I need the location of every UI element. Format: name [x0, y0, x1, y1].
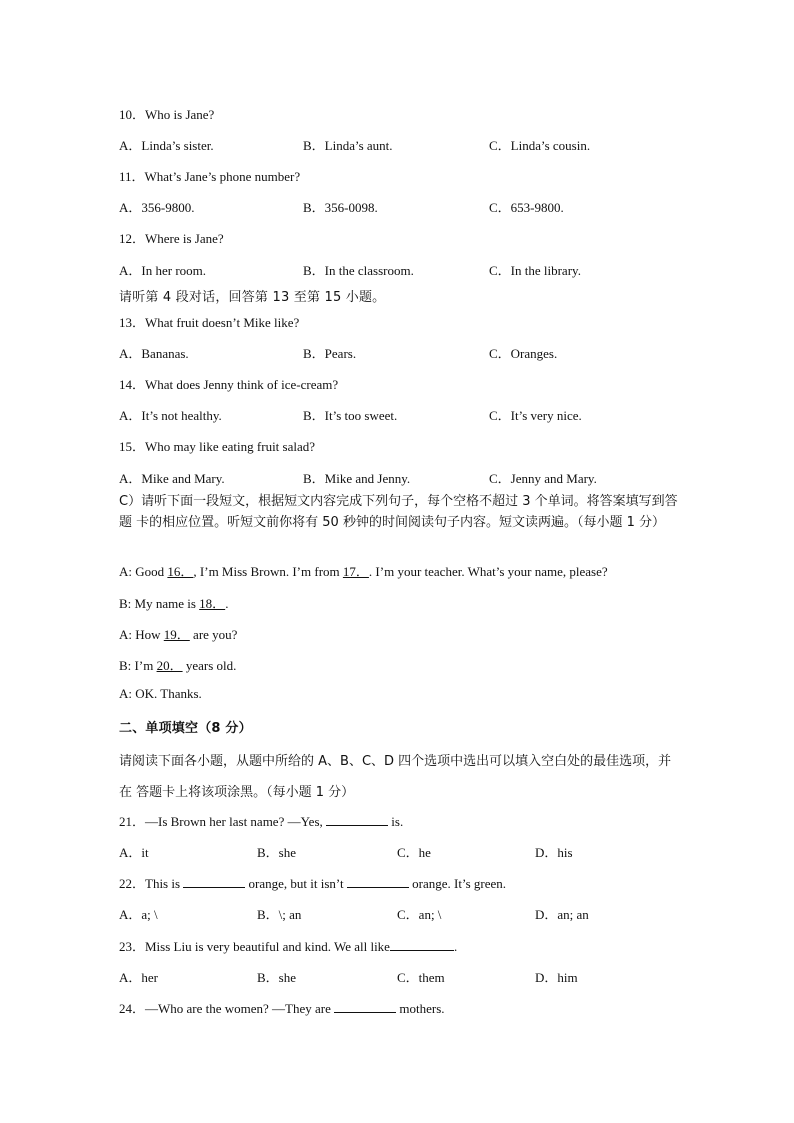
answer-blank[interactable]: [326, 813, 388, 826]
q23-option-a[interactable]: A．her: [119, 970, 158, 985]
blank-18[interactable]: 18．: [199, 596, 226, 611]
dialogue-line-5: A: OK. Thanks.: [119, 686, 202, 701]
question-14-stem: 14．What does Jenny think of ice-cream?: [119, 377, 339, 392]
dialogue-text: B: My name is: [119, 596, 200, 611]
q14-option-a[interactable]: A．It’s not healthy.: [119, 408, 222, 423]
q21-option-d[interactable]: D．his: [535, 845, 573, 860]
section-2-title: 二、单项填空（8 分）: [119, 721, 252, 736]
question-24-stem: [119, 998, 445, 1017]
q12-option-a[interactable]: A．In her room.: [119, 263, 207, 278]
stem-text: 22．This is: [119, 876, 184, 891]
blank-16[interactable]: 16．: [167, 564, 194, 579]
q22-option-d[interactable]: D．an; an: [535, 907, 589, 922]
stem-text: mothers.: [396, 1001, 445, 1016]
stem-text: orange. It’s green.: [408, 876, 506, 891]
q10-option-c[interactable]: C．Linda’s cousin.: [489, 138, 591, 153]
dialogue-text: are you?: [189, 627, 238, 642]
question-10-stem: 10．Who is Jane?: [119, 107, 215, 122]
question-23-stem: [119, 936, 457, 955]
q15-option-a[interactable]: A．Mike and Mary.: [119, 471, 225, 486]
blank-20[interactable]: 20．: [156, 658, 183, 673]
question-11-stem: 11．What’s Jane’s phone number?: [119, 169, 301, 184]
stem-text: 21．—Is Brown her last name? —Yes,: [119, 814, 327, 829]
answer-blank[interactable]: [183, 875, 245, 888]
dialogue-line-1: [119, 561, 608, 580]
q23-option-d[interactable]: D．him: [535, 970, 578, 985]
q11-option-a[interactable]: A．356-9800.: [119, 200, 195, 215]
blank-19[interactable]: 19．: [163, 627, 190, 642]
answer-blank[interactable]: [390, 938, 454, 951]
q22-option-a[interactable]: A．a; \: [119, 907, 158, 922]
q12-option-c[interactable]: C．In the library.: [489, 263, 581, 278]
q14-option-b[interactable]: B．It’s too sweet.: [303, 408, 398, 423]
dialogue-line-2: [119, 593, 228, 612]
q11-option-b[interactable]: B．356-0098.: [303, 200, 378, 215]
dialogue-text: B: I’m: [119, 658, 157, 673]
q23-option-c[interactable]: C．them: [397, 970, 445, 985]
q22-option-c[interactable]: C．an; \: [397, 907, 442, 922]
q12-option-b[interactable]: B．In the classroom.: [303, 263, 414, 278]
dialogue-text: . I’m your teacher. What’s your name, please?: [368, 564, 608, 579]
q13-option-a[interactable]: A．Bananas.: [119, 346, 189, 361]
dialogue-line-3: [119, 624, 237, 643]
q21-option-a[interactable]: A．it: [119, 845, 149, 860]
dialogue-text: years old.: [182, 658, 237, 673]
question-13-stem: 13．What fruit doesn’t Mike like?: [119, 315, 300, 330]
stem-text: is.: [388, 814, 404, 829]
stem-text: 24．—Who are the women? —They are: [119, 1001, 335, 1016]
q23-option-b[interactable]: B．she: [257, 970, 297, 985]
blank-17[interactable]: 17．: [342, 564, 369, 579]
section-4-instruction: 请听第 4 段对话，回答第 13 至第 15 小题。: [119, 290, 386, 305]
q10-option-b[interactable]: B．Linda’s aunt.: [303, 138, 393, 153]
q14-option-c[interactable]: C．It’s very nice.: [489, 408, 582, 423]
q15-option-b[interactable]: B．Mike and Jenny.: [303, 471, 411, 486]
answer-blank[interactable]: [334, 1000, 396, 1013]
dialogue-text: .: [225, 596, 229, 611]
q15-option-c[interactable]: C．Jenny and Mary.: [489, 471, 597, 486]
stem-text: .: [453, 939, 458, 954]
stem-text: 23．Miss Liu is very beautiful and kind. We all like: [119, 939, 390, 954]
section-2-instruction: 请阅读下面各小题，从题中所给的 A、B、C、D 四个选项中选出可以填入空白处的最佳选项，并在 答题卡上将该项涂黑。（每小题 1 分）: [119, 754, 672, 800]
dialogue-line-4: [119, 655, 236, 674]
question-22-stem: [119, 873, 506, 892]
dialogue-text: A: Good: [119, 564, 168, 579]
q11-option-c[interactable]: C．653-9800.: [489, 200, 564, 215]
part-c-instruction: C）请听下面一段短文，根据短文内容完成下列句子，每个空格不超过 3 个单词。将答案填写到答题 卡的相应位置。听短文前你将有 50 秒钟的时间阅读句子内容。短文读两遍。（每小题 1 分）: [119, 494, 678, 530]
q13-option-b[interactable]: B．Pears.: [303, 346, 357, 361]
q10-option-a[interactable]: A．Linda’s sister.: [119, 138, 214, 153]
answer-blank[interactable]: [347, 875, 409, 888]
question-21-stem: [119, 811, 403, 830]
q21-option-c[interactable]: C．he: [397, 845, 431, 860]
dialogue-text: , I’m Miss Brown. I’m from: [193, 564, 343, 579]
dialogue-text: A: How: [119, 627, 164, 642]
question-12-stem: 12．Where is Jane?: [119, 231, 224, 246]
q22-option-b[interactable]: B．\; an: [257, 907, 302, 922]
q21-option-b[interactable]: B．she: [257, 845, 297, 860]
q13-option-c[interactable]: C．Oranges.: [489, 346, 558, 361]
stem-text: orange, but it isn’t: [245, 876, 347, 891]
question-15-stem: 15．Who may like eating fruit salad?: [119, 439, 316, 454]
